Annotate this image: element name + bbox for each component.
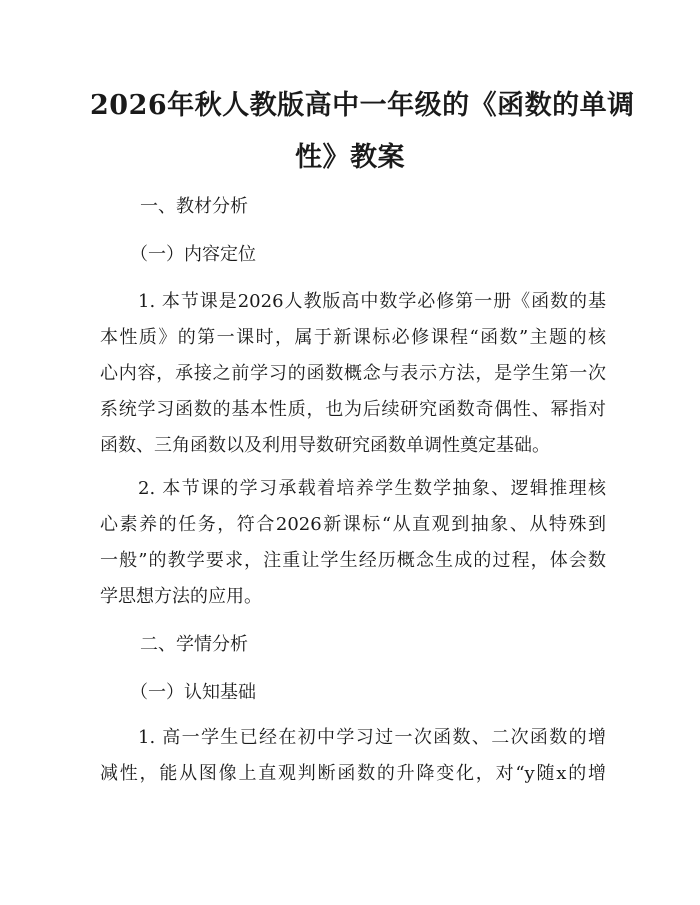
paragraph-line: 1. 本节课是2026人教版高中数学必修第一册《函数的基 [138,291,606,312]
paragraph-line: 系统学习函数的基本性质，也为后续研究函数奇偶性、幂指对 [100,399,606,420]
section-heading: 一、教材分析 [140,196,248,217]
paragraph [100,284,606,464]
paragraph-line: 1. 高一学生已经在初中学习过一次函数、二次函数的增 [138,727,606,748]
title-line: 性》教案 [295,142,405,173]
paragraph-line: 心素养的任务，符合2026新课标“从直观到抽象、从特殊到 [100,514,606,535]
document-title [90,80,635,184]
paragraph-line: 函数、三角函数以及利用导数研究函数单调性奠定基础。 [100,435,550,456]
paragraph-line: 心内容，承接之前学习的函数概念与表示方法，是学生第一次 [100,363,606,384]
section-heading: 二、学情分析 [140,634,248,655]
paragraph-line: 减性，能从图像上直观判断函数的升降变化，对“y随x的增 [100,763,606,784]
paragraph [100,471,606,615]
paragraph [100,720,606,792]
paragraph-line: 一般”的教学要求，注重让学生经历概念生成的过程，体会数 [100,550,606,571]
subsection-heading: （一）内容定位 [130,244,256,265]
paragraph-line: 学思想方法的应用。 [100,586,262,607]
title-line: 2026年秋人教版高中一年级的《函数的单调 [90,90,635,121]
subsection-heading: （一）认知基础 [130,682,256,703]
paragraph-line: 本性质》的第一课时，属于新课标必修课程“函数”主题的核 [100,327,606,348]
paragraph-line: 2. 本节课的学习承载着培养学生数学抽象、逻辑推理核 [138,478,606,499]
